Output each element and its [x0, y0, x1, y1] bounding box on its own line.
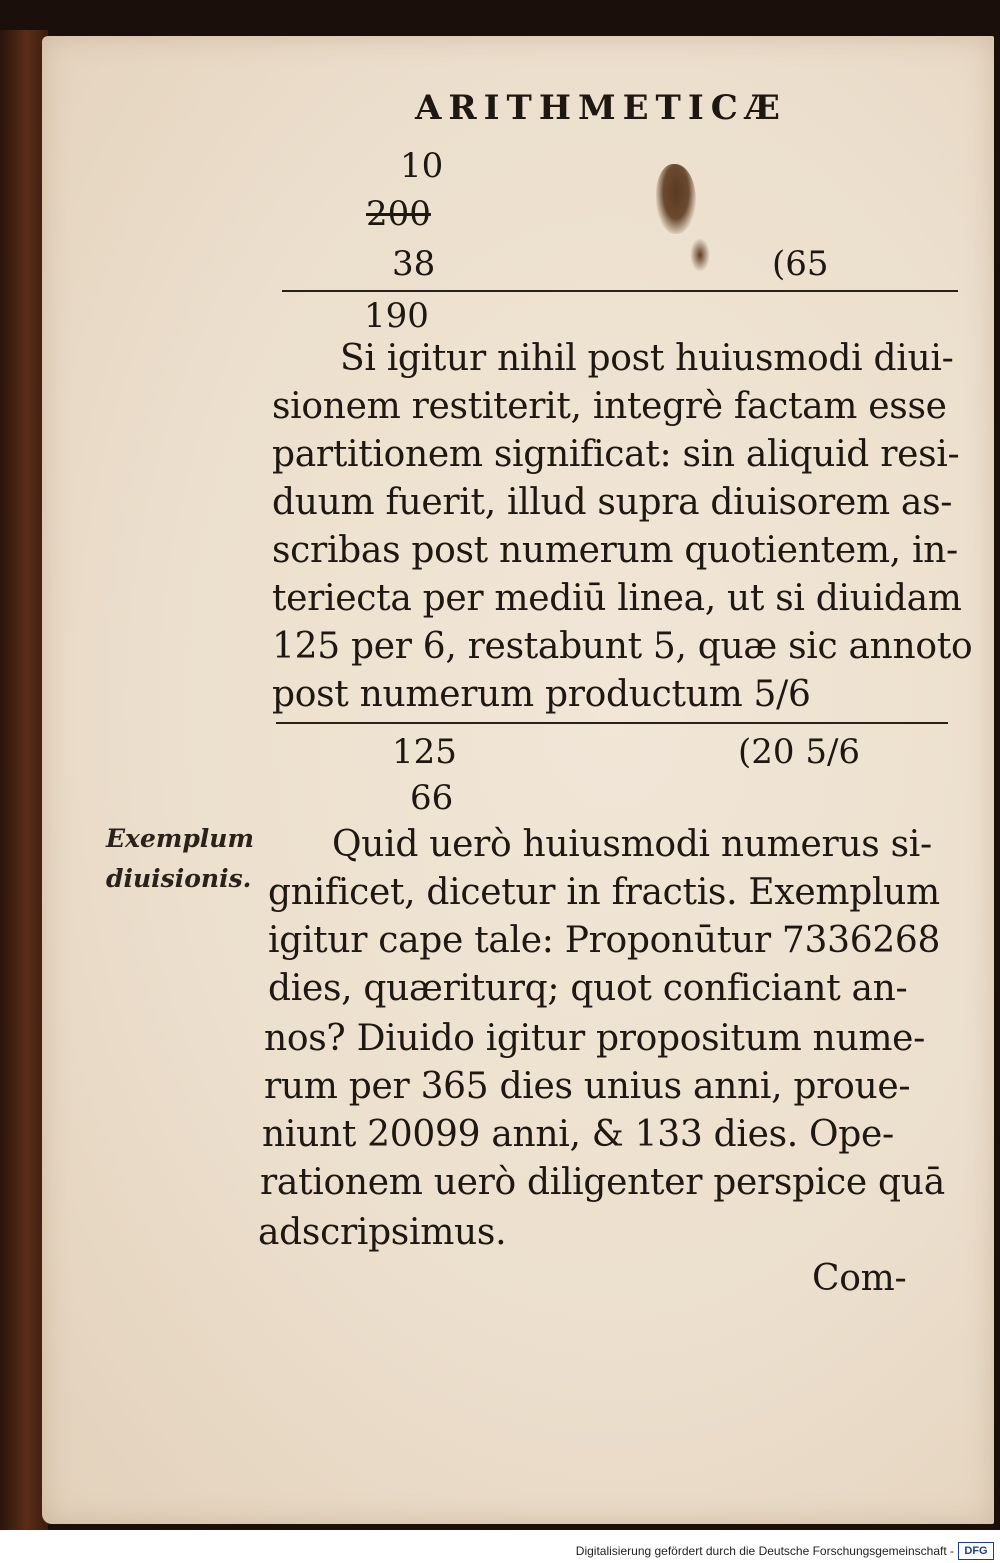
paragraph-line: rum per 365 dies unius anni, proue-: [264, 1066, 911, 1107]
ink-stain: [656, 164, 696, 234]
footer-credit: Digitalisierung gefördert durch die Deutsche Forschungsgemeinschaft -: [575, 1544, 954, 1558]
paragraph-line: scribas post numerum quotientem, in-: [272, 530, 958, 571]
division-two-quotient: (20 5/6: [738, 732, 861, 772]
division-rule-two: [276, 722, 948, 724]
margin-note: diuisionis.: [106, 864, 252, 893]
paragraph-line: rationem uerò diligenter perspice quā: [260, 1162, 945, 1203]
division-divisor: 190: [364, 296, 429, 336]
paragraph-line: dies, quæriturq; quot conficiant an-: [268, 968, 908, 1009]
division-two-divisor: 66: [410, 778, 454, 818]
dfg-logo: DFG: [958, 1542, 994, 1560]
division-quotient-top: 10: [400, 146, 444, 186]
paragraph-line: igitur cape tale: Proponūtur 7336268: [268, 920, 941, 961]
paragraph-line: gnificet, dicetur in fractis. Exemplum: [268, 872, 940, 913]
paragraph-line: post numerum productum 5/6: [272, 674, 811, 715]
paragraph-line: nos? Diuido igitur propositum nume-: [264, 1018, 926, 1059]
paragraph-line: partitionem significat: sin aliquid resi-: [272, 434, 960, 475]
running-title: ARITHMETICÆ: [415, 88, 787, 128]
paragraph-line: adscripsimus.: [258, 1212, 507, 1253]
paragraph-line: duum fuerit, illud supra diuisorem as-: [272, 482, 953, 523]
division-rule: [282, 290, 958, 292]
paragraph-line: Quid uerò huiusmodi numerus si-: [332, 824, 932, 865]
book-left-edge: [0, 30, 48, 1530]
division-crossed-number: 200: [366, 194, 431, 234]
division-quotient: (65: [772, 244, 829, 284]
paragraph-line: niunt 20099 anni, & 133 dies. Ope-: [262, 1114, 894, 1155]
book-page: [42, 36, 994, 1524]
paragraph-line: teriecta per mediū linea, ut si diuidam: [272, 578, 962, 619]
paragraph-line: 125 per 6, restabunt 5, quæ sic annoto: [272, 626, 973, 667]
paragraph-line: Si igitur nihil post huiusmodi diui-: [340, 338, 954, 379]
catchword: Com-: [812, 1258, 907, 1299]
division-two-dividend: 125: [392, 732, 457, 772]
paragraph-line: sionem restiterit, integrè factam esse: [272, 386, 947, 427]
division-remainder: 38: [392, 244, 436, 284]
margin-note: Exemplum: [106, 824, 254, 853]
ink-stain-small: [690, 238, 710, 272]
